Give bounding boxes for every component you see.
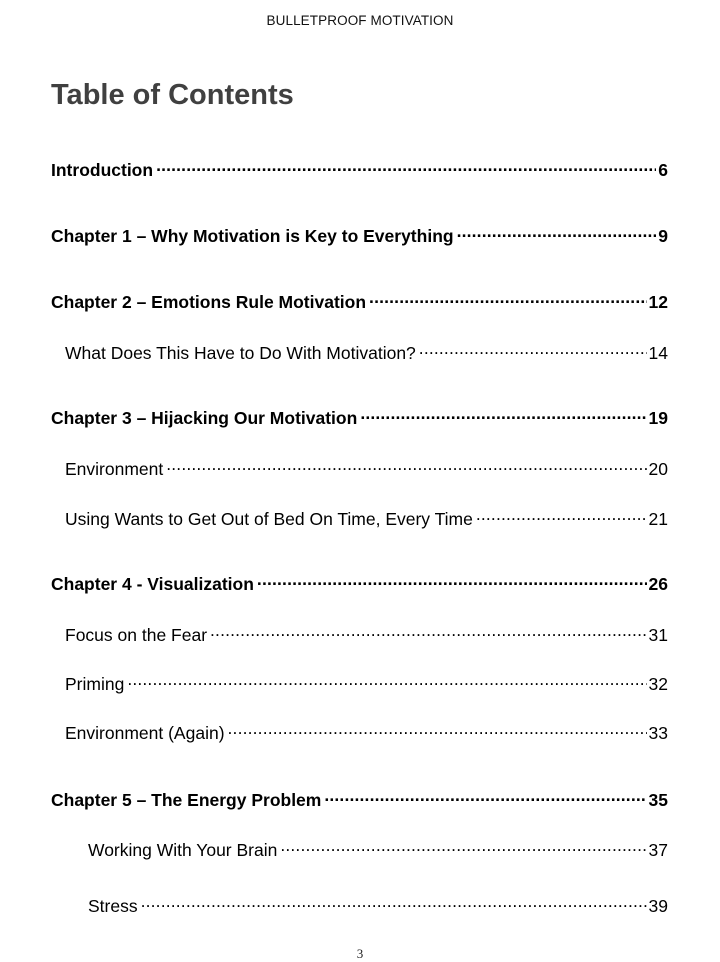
toc-entry-environment-again[interactable] bbox=[65, 717, 668, 744]
toc-dot-leader bbox=[166, 453, 646, 475]
toc-entry-environment[interactable] bbox=[65, 453, 668, 480]
toc-entry-title: Chapter 2 – Emotions Rule Motivation bbox=[51, 292, 367, 312]
running-header: BULLETPROOF MOTIVATION bbox=[266, 13, 454, 28]
toc-entry-priming[interactable] bbox=[65, 668, 668, 695]
page-title: Table of Contents bbox=[51, 79, 294, 111]
toc-entry-page: 35 bbox=[648, 790, 668, 810]
toc-entry-title: Chapter 3 – Hijacking Our Motivation bbox=[51, 408, 358, 428]
toc-dot-leader bbox=[127, 668, 646, 690]
toc-entry-page: 26 bbox=[648, 574, 668, 594]
toc-entry-what-does-this-have[interactable] bbox=[65, 337, 668, 364]
toc-entry-page: 14 bbox=[648, 343, 668, 363]
toc-entry-title: Priming bbox=[65, 674, 125, 694]
toc-entry-title: Environment (Again) bbox=[65, 723, 225, 743]
toc-entry-page: 32 bbox=[648, 674, 668, 694]
toc-dot-leader bbox=[419, 337, 647, 359]
page-number: 3 bbox=[356, 946, 364, 961]
toc-entry-page: 31 bbox=[648, 625, 668, 645]
toc-entry-page: 6 bbox=[658, 160, 668, 180]
toc-dot-leader bbox=[210, 619, 647, 641]
toc-entry-page: 37 bbox=[648, 840, 668, 860]
toc-dot-leader bbox=[141, 890, 647, 912]
toc-entry-focus-on-the-fear[interactable] bbox=[65, 619, 668, 646]
toc-entry-chapter-4[interactable] bbox=[51, 568, 668, 595]
toc-dot-leader bbox=[324, 784, 646, 806]
toc-entry-stress[interactable] bbox=[88, 890, 668, 917]
toc-entry-title: Stress bbox=[88, 896, 138, 916]
toc-entry-chapter-5[interactable] bbox=[51, 784, 668, 811]
toc-dot-leader bbox=[360, 402, 646, 424]
toc-entry-title: Focus on the Fear bbox=[65, 625, 208, 645]
toc-entry-chapter-2[interactable] bbox=[51, 286, 668, 313]
toc-dot-leader bbox=[280, 834, 646, 856]
toc-dot-leader bbox=[476, 503, 647, 525]
toc-entry-using-wants[interactable] bbox=[65, 503, 668, 530]
toc-dot-leader bbox=[156, 154, 656, 176]
toc-entry-title: Using Wants to Get Out of Bed On Time, Every Time bbox=[65, 509, 473, 529]
toc-entry-page: 19 bbox=[648, 408, 668, 428]
toc-entry-title: Introduction bbox=[51, 160, 154, 180]
toc-entry-page: 12 bbox=[648, 292, 668, 312]
toc-entry-title: Working With Your Brain bbox=[88, 840, 278, 860]
toc-entry-page: 39 bbox=[648, 896, 668, 916]
toc-entry-title: Environment bbox=[65, 459, 164, 479]
toc-entry-title: What Does This Have to Do With Motivation? bbox=[65, 343, 416, 363]
toc-entry-working-with-your-brain[interactable] bbox=[88, 834, 668, 861]
toc-entry-introduction[interactable] bbox=[51, 154, 668, 181]
toc-entry-page: 21 bbox=[648, 509, 668, 529]
toc-entry-title: Chapter 4 - Visualization bbox=[51, 574, 254, 594]
toc-entry-page: 9 bbox=[658, 226, 668, 246]
toc-entry-title: Chapter 5 – The Energy Problem bbox=[51, 790, 322, 810]
toc-entry-chapter-3[interactable] bbox=[51, 402, 668, 429]
toc-dot-leader bbox=[369, 286, 646, 308]
toc-entry-page: 33 bbox=[648, 723, 668, 743]
toc-entry-chapter-1[interactable] bbox=[51, 220, 668, 247]
toc-dot-leader bbox=[457, 220, 657, 242]
toc-entry-title: Chapter 1 – Why Motivation is Key to Everything bbox=[51, 226, 454, 246]
toc-entry-page: 20 bbox=[648, 459, 668, 479]
toc-dot-leader bbox=[228, 717, 647, 739]
toc-dot-leader bbox=[257, 568, 647, 590]
